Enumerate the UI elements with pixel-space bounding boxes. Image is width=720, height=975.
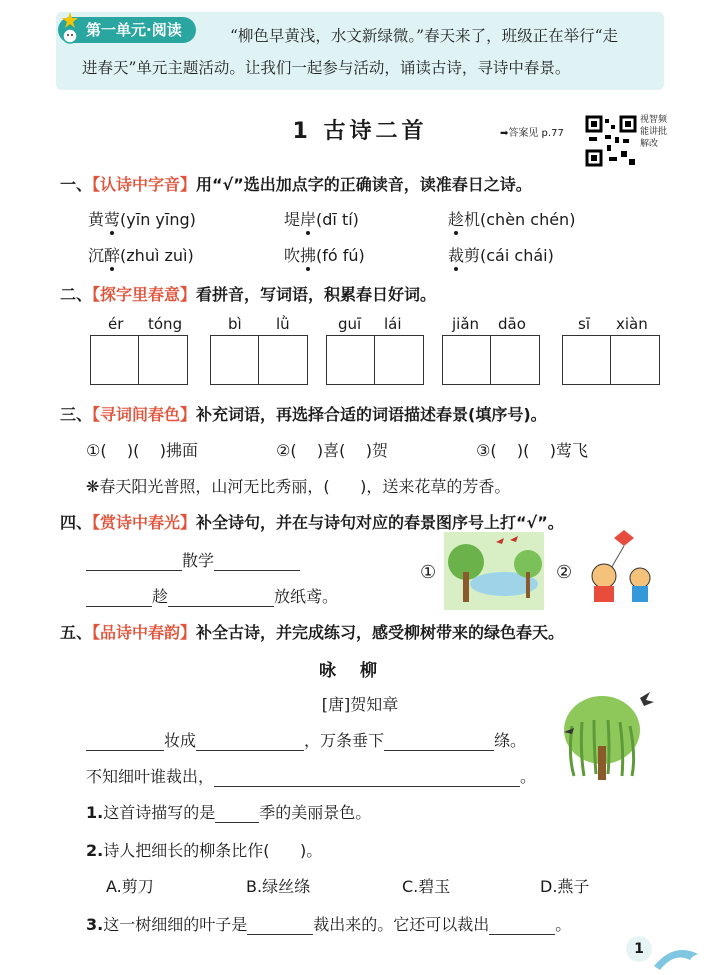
section3-heading: 三、【寻词间春色】补充词语，再选择合适的词语描述春景(填序号)。	[60, 405, 547, 424]
pinyin: lái	[384, 315, 402, 333]
s3-blank-2[interactable]: ②( )喜( )贺	[276, 441, 389, 460]
section2-tag: 【探字里春意】	[92, 285, 197, 304]
poem-author: [唐]贺知章	[321, 695, 399, 714]
lesson-title: 1 古诗二首	[292, 119, 428, 144]
page-number: 1	[626, 936, 652, 962]
s3-sentence[interactable]: ❋春天阳光普照，山河无比秀丽，( )，送来花草的芳香。	[86, 477, 511, 496]
willow-tree-picture	[558, 686, 662, 786]
poem-line-2: 不知细叶谁裁出， 。	[86, 767, 537, 786]
writing-box[interactable]	[210, 335, 308, 385]
park-scene-picture[interactable]	[444, 532, 544, 610]
section5-heading: 五、【品诗中春韵】补全古诗，并完成练习，感受柳树带来的绿色春天。	[60, 623, 565, 642]
answer-blank[interactable]	[214, 768, 520, 787]
section1-tag: 【认诗中字音】	[92, 175, 197, 194]
option-c[interactable]: C.碧玉	[402, 877, 451, 896]
kite-children-picture[interactable]	[580, 526, 662, 606]
question-1: 1.这首诗描写的是 季的美丽景色。	[86, 803, 372, 822]
answer-blank[interactable]	[214, 552, 300, 571]
qr-caption: 视智频能讲批解改	[640, 115, 668, 149]
intro-text	[82, 20, 664, 84]
answer-blank[interactable]	[86, 732, 164, 751]
answer-blank[interactable]	[86, 552, 182, 571]
section3-tag: 【寻词间春色】	[92, 405, 197, 424]
question-2: 2.诗人把细长的柳条比作( )。	[86, 841, 323, 860]
answer-blank[interactable]	[489, 916, 555, 935]
option-a[interactable]: A.剪刀	[106, 877, 154, 896]
option-b[interactable]: B.绿丝绦	[246, 877, 311, 896]
intro-line-1: “柳色早黄浅，水文新绿微。”春天来了，班级正在举行“走	[230, 27, 619, 45]
pinyin: ér	[108, 315, 124, 333]
writing-box[interactable]	[90, 335, 188, 385]
section1-heading	[60, 172, 532, 195]
answer-blank[interactable]	[196, 732, 304, 751]
s1-item-4: 沉醉(zhuì zuì)	[88, 246, 194, 265]
picture-2-label[interactable]: ②	[556, 562, 573, 583]
section4-heading: 四、【赏诗中春光】补全诗句，并在与诗句对应的春景图序号上打“√”。	[60, 513, 564, 532]
answer-blank[interactable]	[384, 732, 494, 751]
pinyin: tóng	[148, 315, 183, 333]
answer-reference: ➡答案见 p.77	[500, 128, 564, 139]
pinyin: guī	[338, 315, 362, 333]
s1-item-2: 堤岸(dī tí)	[284, 210, 359, 229]
s1-item-3: 趁机(chèn chén)	[448, 210, 576, 229]
answer-blank[interactable]	[86, 588, 152, 607]
question-3: 3.这一树细细的叶子是 裁出来的。它还可以裁出 。	[86, 915, 572, 934]
s4-line-1: 散学	[86, 548, 300, 571]
section5-tag: 【品诗中春韵】	[92, 623, 197, 642]
pinyin: lǜ	[276, 315, 290, 333]
section1-number: 一、	[60, 175, 93, 194]
s3-blank-1[interactable]: ①( )( )拂面	[86, 441, 199, 460]
qr-code-icon[interactable]	[585, 115, 637, 167]
option-d[interactable]: D.燕子	[540, 877, 590, 896]
s3-blank-3[interactable]: ③( )( )莺飞	[476, 441, 589, 460]
pinyin: bì	[228, 315, 242, 333]
section1-instruction: 用“√”选出加点字的正确读音，读准春日之诗。	[196, 175, 532, 194]
dolphin-icon	[652, 944, 702, 972]
intro-line-2: 进春天”单元主题活动。让我们一起参与活动，诵读古诗，寻诗中春景。	[82, 59, 571, 77]
pinyin: xiàn	[616, 315, 648, 333]
pinyin: dāo	[498, 315, 526, 333]
section4-tag: 【赏诗中春光】	[92, 513, 197, 532]
section2-heading: 二、【探字里春意】看拼音，写词语，积累春日好词。	[60, 285, 437, 304]
picture-1-label[interactable]: ①	[420, 562, 437, 583]
writing-box[interactable]	[326, 335, 424, 385]
s4-line-2: 趁 放纸鸢。	[86, 584, 338, 607]
writing-box[interactable]	[562, 335, 660, 385]
writing-box[interactable]	[442, 335, 540, 385]
s1-item-5: 吹拂(fó fú)	[284, 246, 365, 265]
s1-item-1: 黄莺(yīn yīng)	[88, 210, 196, 229]
pinyin: sī	[578, 315, 590, 333]
answer-blank[interactable]	[215, 804, 259, 823]
mascot-icon	[60, 12, 80, 46]
unit-tag: 第一单元·阅读	[58, 17, 196, 43]
pinyin: jiǎn	[452, 315, 480, 333]
answer-blank[interactable]	[247, 916, 313, 935]
poem-title: 咏柳	[319, 661, 401, 681]
poem-line-1: 妆成 ，万条垂下 绦。	[86, 728, 526, 751]
answer-blank[interactable]	[168, 588, 274, 607]
s1-item-6: 裁剪(cái chái)	[448, 246, 554, 265]
